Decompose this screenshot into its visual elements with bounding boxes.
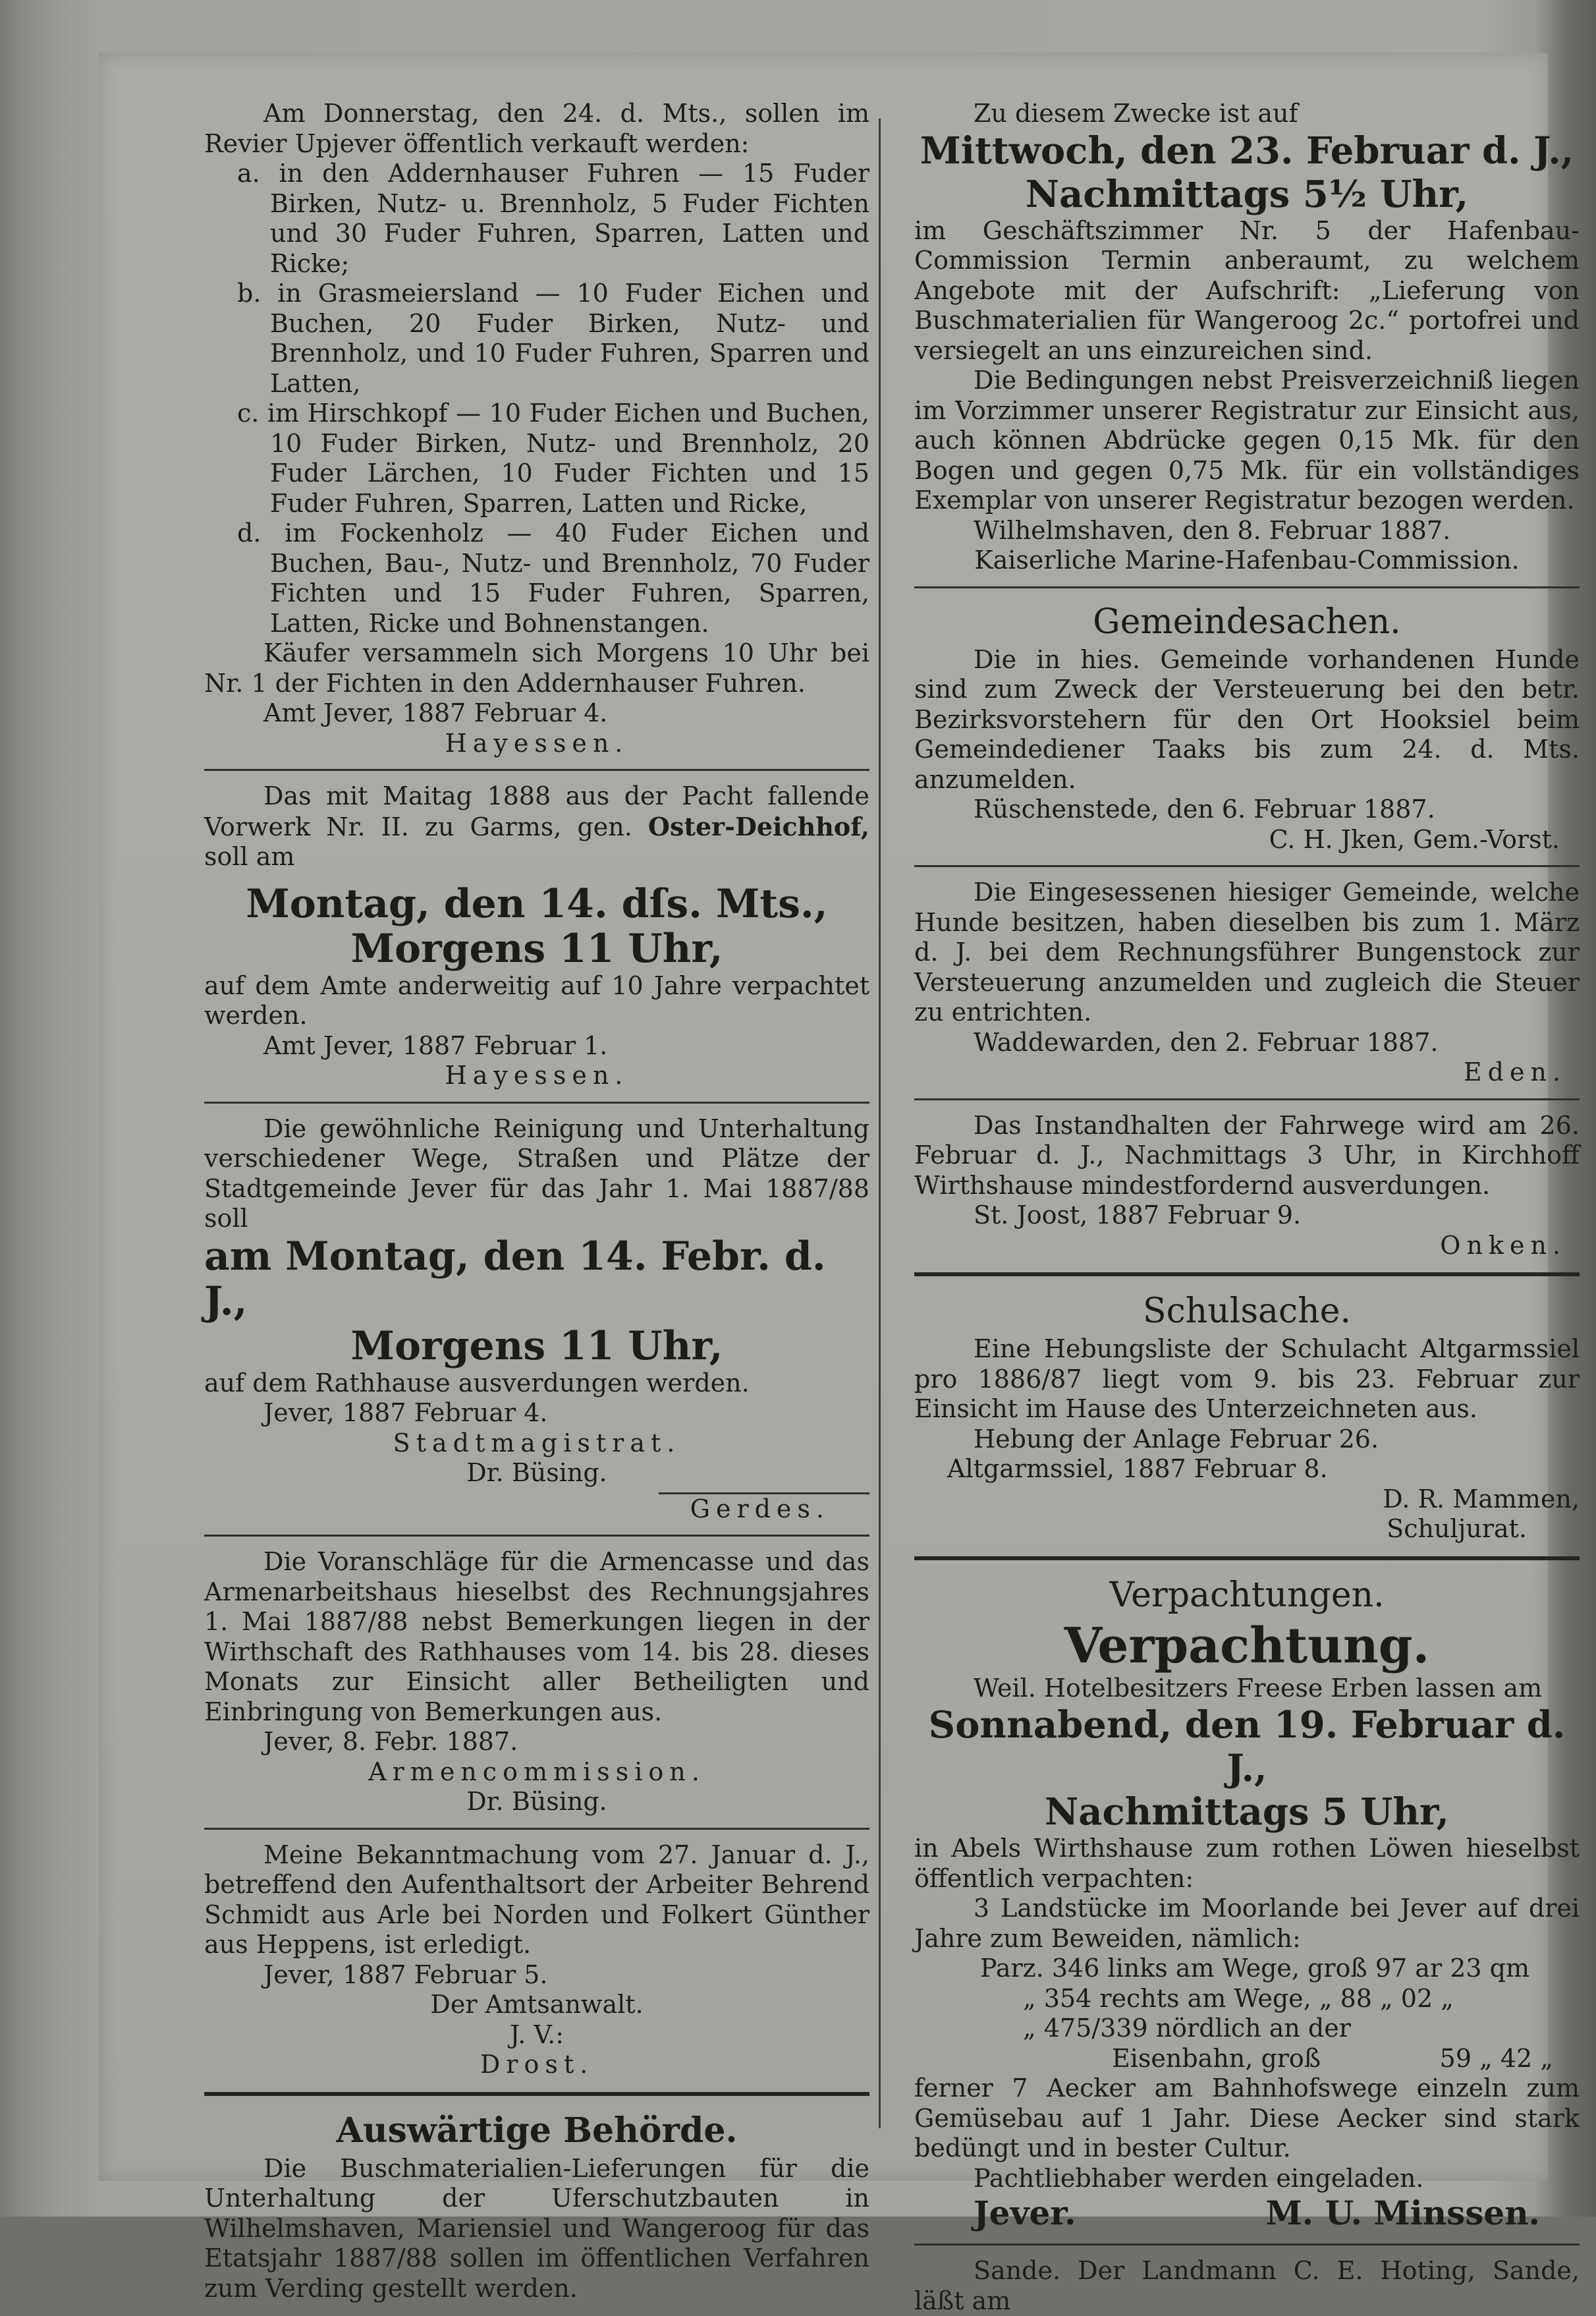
divider [914, 865, 1580, 867]
notice-signature: Kaiserliche Marine-Hafenbau-Commission. [974, 546, 1520, 575]
notice-timber-sale [204, 99, 869, 758]
notice-signature: Jever. [974, 2193, 1076, 2232]
divider [204, 769, 869, 771]
notice-place-date: Amt Jever, 1887 Februar 1. [263, 1031, 608, 1060]
parcel-row: Parz. 346 links am Wege, groß 97 ar 23 qm [980, 1954, 1529, 1983]
notice-poor-fund [204, 1547, 869, 1817]
divider [204, 2092, 869, 2096]
divider [204, 1828, 869, 1830]
notice-text: Pachtliebhaber werden eingeladen. [974, 2163, 1424, 2193]
notice-place-date: Wilhelmshaven, den 8. Februar 1887. [974, 515, 1451, 545]
notice-text: Das mit Maitag 1888 aus der Pacht fallende Vorwerk Nr. II. zu Garms, gen. [204, 781, 869, 841]
right-column [914, 99, 1580, 2316]
list-item: c. im Hirschkopf — 10 Fuder Eichen und Buchen, 10 Fuder Birken, Nutz- und Brennholz, 20 Fuder Lärchen, 10 Fuder Fichten und 15 Fuder Fuhren, Sparren, Latten und Ricke, [237, 399, 869, 518]
notice-school [914, 1288, 1580, 1544]
notice-signature: C. H. Jken, Gem.-Vorst. [1269, 824, 1560, 854]
notice-place-date: St. Joost, 1887 Februar 9. [974, 1200, 1302, 1229]
parcel-row [914, 2044, 1580, 2074]
divider [914, 1098, 1580, 1100]
section-heading: Gemeindesachen. [1093, 602, 1401, 642]
notice-place-date: Rüschenstede, den 6. Februar 1887. [974, 795, 1435, 824]
divider [914, 2244, 1580, 2245]
notice-text: Zu diesem Zwecke ist auf [974, 99, 1298, 128]
section-heading: Schulsache. [1143, 1291, 1351, 1331]
notice-date-headline: Mittwoch, den 23. Februar d. J., [920, 128, 1574, 173]
notice-title: Verpachtung. [1064, 1617, 1430, 1674]
notice-signature: M. U. Minssen. [1265, 2193, 1540, 2232]
divider [914, 586, 1580, 588]
notice-lease-freese [914, 1572, 1580, 2234]
notice-text: 3 Landstücke im Moorlande bei Jever auf drei Jahre zum Beweiden, nämlich: [914, 1894, 1580, 1953]
notice-time-headline: Morgens 11 Uhr, [350, 1322, 723, 1369]
notice-text: Käufer versammeln sich Morgens 10 Uhr bei Nr. 1 der Fichten in den Addernhauser Fuhren. [204, 638, 869, 698]
notice-dog-tax-waddewarden [914, 878, 1580, 1088]
notice-date-headline: Montag, den 14. dſs. Mts., [246, 880, 828, 927]
notice-text: Die in hies. Gemeinde vorhandenen Hunde sind zum Zweck der Versteuerung bei den betr. Bezirksvorstehern für den Ort Hooksiel beim Gemeindediener Taaks bis zum 24. d. Mts. anzumelden. [914, 644, 1580, 794]
notice-text: Weil. Hotelbesitzers Freese Erben lassen am [974, 1673, 1543, 1703]
notice-text: auf dem Amte anderweitig auf 10 Jahre verpachtet werden. [204, 971, 869, 1030]
notice-text: im Geschäftszimmer Nr. 5 der Hafenbau-Commission Termin anberaumt, zu welchem Angebote mit der Aufschrift: „Lieferung von Buschmaterialien für Wangeroog 2c.“ portofrei und versiegelt an uns einzureichen sind. [914, 215, 1580, 365]
notice-time-headline: Morgens 11 Uhr, [350, 925, 723, 972]
notice-text: Sande. Der Landmann C. E. Hoting, Sande, läßt am [914, 2256, 1580, 2315]
notice-time-headline: Nachmittags 5 Uhr, [1045, 1790, 1449, 1834]
notice-street-cleaning [204, 1114, 869, 1525]
notice-signature: Armencommission. [368, 1757, 705, 1786]
notice-text: soll am [204, 842, 295, 871]
notice-place-date: Jever, 8. Febr. 1887. [263, 1727, 518, 1756]
notice-text: Die Eingesessenen hiesiger Gemeinde, welche Hunde besitzen, haben dieselben bis zum 1. März d. J. bei dem Rechnungsführer Bungenstock zur Versteuerung anzumelden und zugleich die Steuer zu entrichten. [914, 878, 1580, 1027]
list-item: b. in Grasmeiersland — 10 Fuder Eichen und Buchen, 20 Fuder Birken, Nutz- und Brennholz, und 10 Fuder Fuhren, Sparren und Latten, [237, 279, 869, 398]
notice-place-date: Altgarmssiel, 1887 Februar 8. [947, 1454, 1328, 1483]
column-divider [879, 119, 881, 2128]
notice-date-headline: Sonnabend, den 19. Februar d. J., [928, 1703, 1566, 1790]
notice-signature: J. V.: [509, 2019, 564, 2049]
notice-signature: Dr. Büsing. [466, 1458, 607, 1487]
list-item: a. in den Addernhauser Fuhren — 15 Fuder Birken, Nutz- u. Brennholz, 5 Fuder Fichten und 30 Fuder Fuhren, Sparren, Latten und Ricke; [237, 159, 869, 278]
notice-signature: Stadtmagistrat. [393, 1428, 681, 1457]
notice-text: Das Instandhalten der Fahrwege wird am 26. Februar d. J., Nachmittags 3 Uhr, in Kirchhoff Wirthshause mindestfordernd ausverdungen. [914, 1110, 1580, 1200]
notice-signature: D. R. Mammen, [1383, 1484, 1580, 1513]
parcel-row: „ 354 rechts am Wege, „ 88 „ 02 „ [1023, 1983, 1454, 2013]
notice-sande [914, 2256, 1580, 2316]
notice-signature: Eden. [1463, 1058, 1566, 1087]
notice-signature: Onken. [1440, 1230, 1566, 1260]
notice-time-headline: Nachmittags 5½ Uhr, [1025, 172, 1469, 216]
property-name: Oster-Deichhof, [647, 811, 869, 841]
notice-signature: Drost. [480, 2050, 594, 2079]
divider [914, 1272, 1580, 1276]
notice-place-date: Amt Jever, 1887 Februar 4. [263, 698, 608, 727]
notice-signature: Gerdes. [690, 1494, 830, 1523]
notice-text: Die Bedingungen nebst Preisverzeichniß liegen im Vorzimmer unserer Registratur zur Einsicht aus, auch können Abdrücke gegen 0,15 Mk. für den Bogen und gegen 0,75 Mk. für ein vollständiges Exemplar von unserer Registratur bezogen werden. [914, 366, 1580, 515]
notice-external-authority [204, 2108, 869, 2304]
list-item: d. im Fockenholz — 40 Fuder Eichen und Buchen, Bau-, Nutz- und Brennholz, 70 Fuder Fichten und 15 Fuder Fuhren, Sparren, Latten, Ricke und Bohnenstangen. [237, 519, 869, 638]
notice-signature: Schuljurat. [1387, 1514, 1527, 1543]
notice-signature: Der Amtsanwalt. [430, 1990, 644, 2019]
notice-text: Die Buschmaterialien-Lieferungen für die Unterhaltung der Uferschutzbauten in Wilhelmshaven, Mariensiel und Wangeroog für das Etatsjahr 1887/88 sollen im öffentlichen Verfahren zum Verding gestellt werden. [204, 2153, 869, 2303]
notice-place-date: Waddewarden, den 2. Februar 1887. [974, 1027, 1439, 1057]
notice-signature-row [914, 2193, 1580, 2233]
notice-text: Hebung der Anlage Februar 26. [974, 1424, 1379, 1454]
parcel-size: 59 „ 42 „ [1439, 2043, 1553, 2073]
notice-text: Eine Hebungsliste der Schulacht Altgarmssiel pro 1886/87 liegt vom 9. bis 23. Februar zur Einsicht im Hause des Unterzeichneten aus. [914, 1334, 1580, 1423]
parcel-row: „ 475/339 nördlich an der [1023, 2014, 1351, 2043]
notice-place-date: Jever, 1887 Februar 4. [263, 1398, 548, 1427]
notice-intro: Am Donnerstag, den 24. d. Mts., sollen im Revier Upjever öffentlich verkauft werden: [204, 99, 869, 158]
notice-amtsanwalt [204, 1840, 869, 2080]
notice-signature: Hayessen. [445, 1061, 629, 1090]
notice-place-date: Jever, 1887 Februar 5. [263, 1960, 548, 1989]
notice-text: Meine Bekanntmachung vom 27. Januar d. J., betreffend den Aufenthaltsort der Arbeiter Behrend Schmidt aus Arle bei Norden und Folkert Günther aus Heppens, ist erledigt. [204, 1840, 869, 1959]
section-heading: Auswärtige Behörde. [336, 2110, 738, 2151]
notice-text: ferner 7 Aecker am Bahnhofswege einzeln zum Gemüsebau auf 1 Jahr. Diese Aecker sind stark bedüngt und in bester Cultur. [914, 2074, 1580, 2162]
notice-buschmaterial [914, 99, 1580, 576]
notice-text: Die Voranschläge für die Armencasse und das Armenarbeitshaus hieselbst des Rechnungsjahres 1. Mai 1887/88 nebst Bemerkungen liegen in der Wirthschaft des Rathhauses vom 14. bis 28. dieses Monats zur Einsicht aller Betheiligten und Einbringung von Bemerkungen aus. [204, 1547, 869, 1726]
notice-signature: Hayessen. [445, 728, 629, 758]
parcel-label: Eisenbahn, groß [1112, 2043, 1321, 2073]
divider [914, 1556, 1580, 1560]
notice-text: auf dem Rathhause ausverdungen werden. [204, 1368, 750, 1398]
divider [204, 1535, 869, 1537]
notice-dog-tax-hooksiel [914, 599, 1580, 855]
notice-signature: Dr. Büsing. [466, 1787, 607, 1816]
notice-text: in Abels Wirthshause zum rothen Löwen hieselbst öffentlich verpachten: [914, 1834, 1580, 1893]
notice-text: Die gewöhnliche Reinigung und Unterhaltung verschiedener Wege, Straßen und Plätze der Stadtgemeinde Jever für das Jahr 1. Mai 1887/88 soll [204, 1114, 869, 1233]
notice-date-headline: am Montag, den 14. Febr. d. J., [204, 1233, 826, 1324]
section-heading: Verpachtungen. [1109, 1575, 1385, 1615]
notice-roads [914, 1111, 1580, 1261]
notice-lease-vorwerk [204, 781, 869, 1091]
left-column [204, 99, 869, 2303]
divider [204, 1102, 869, 1104]
